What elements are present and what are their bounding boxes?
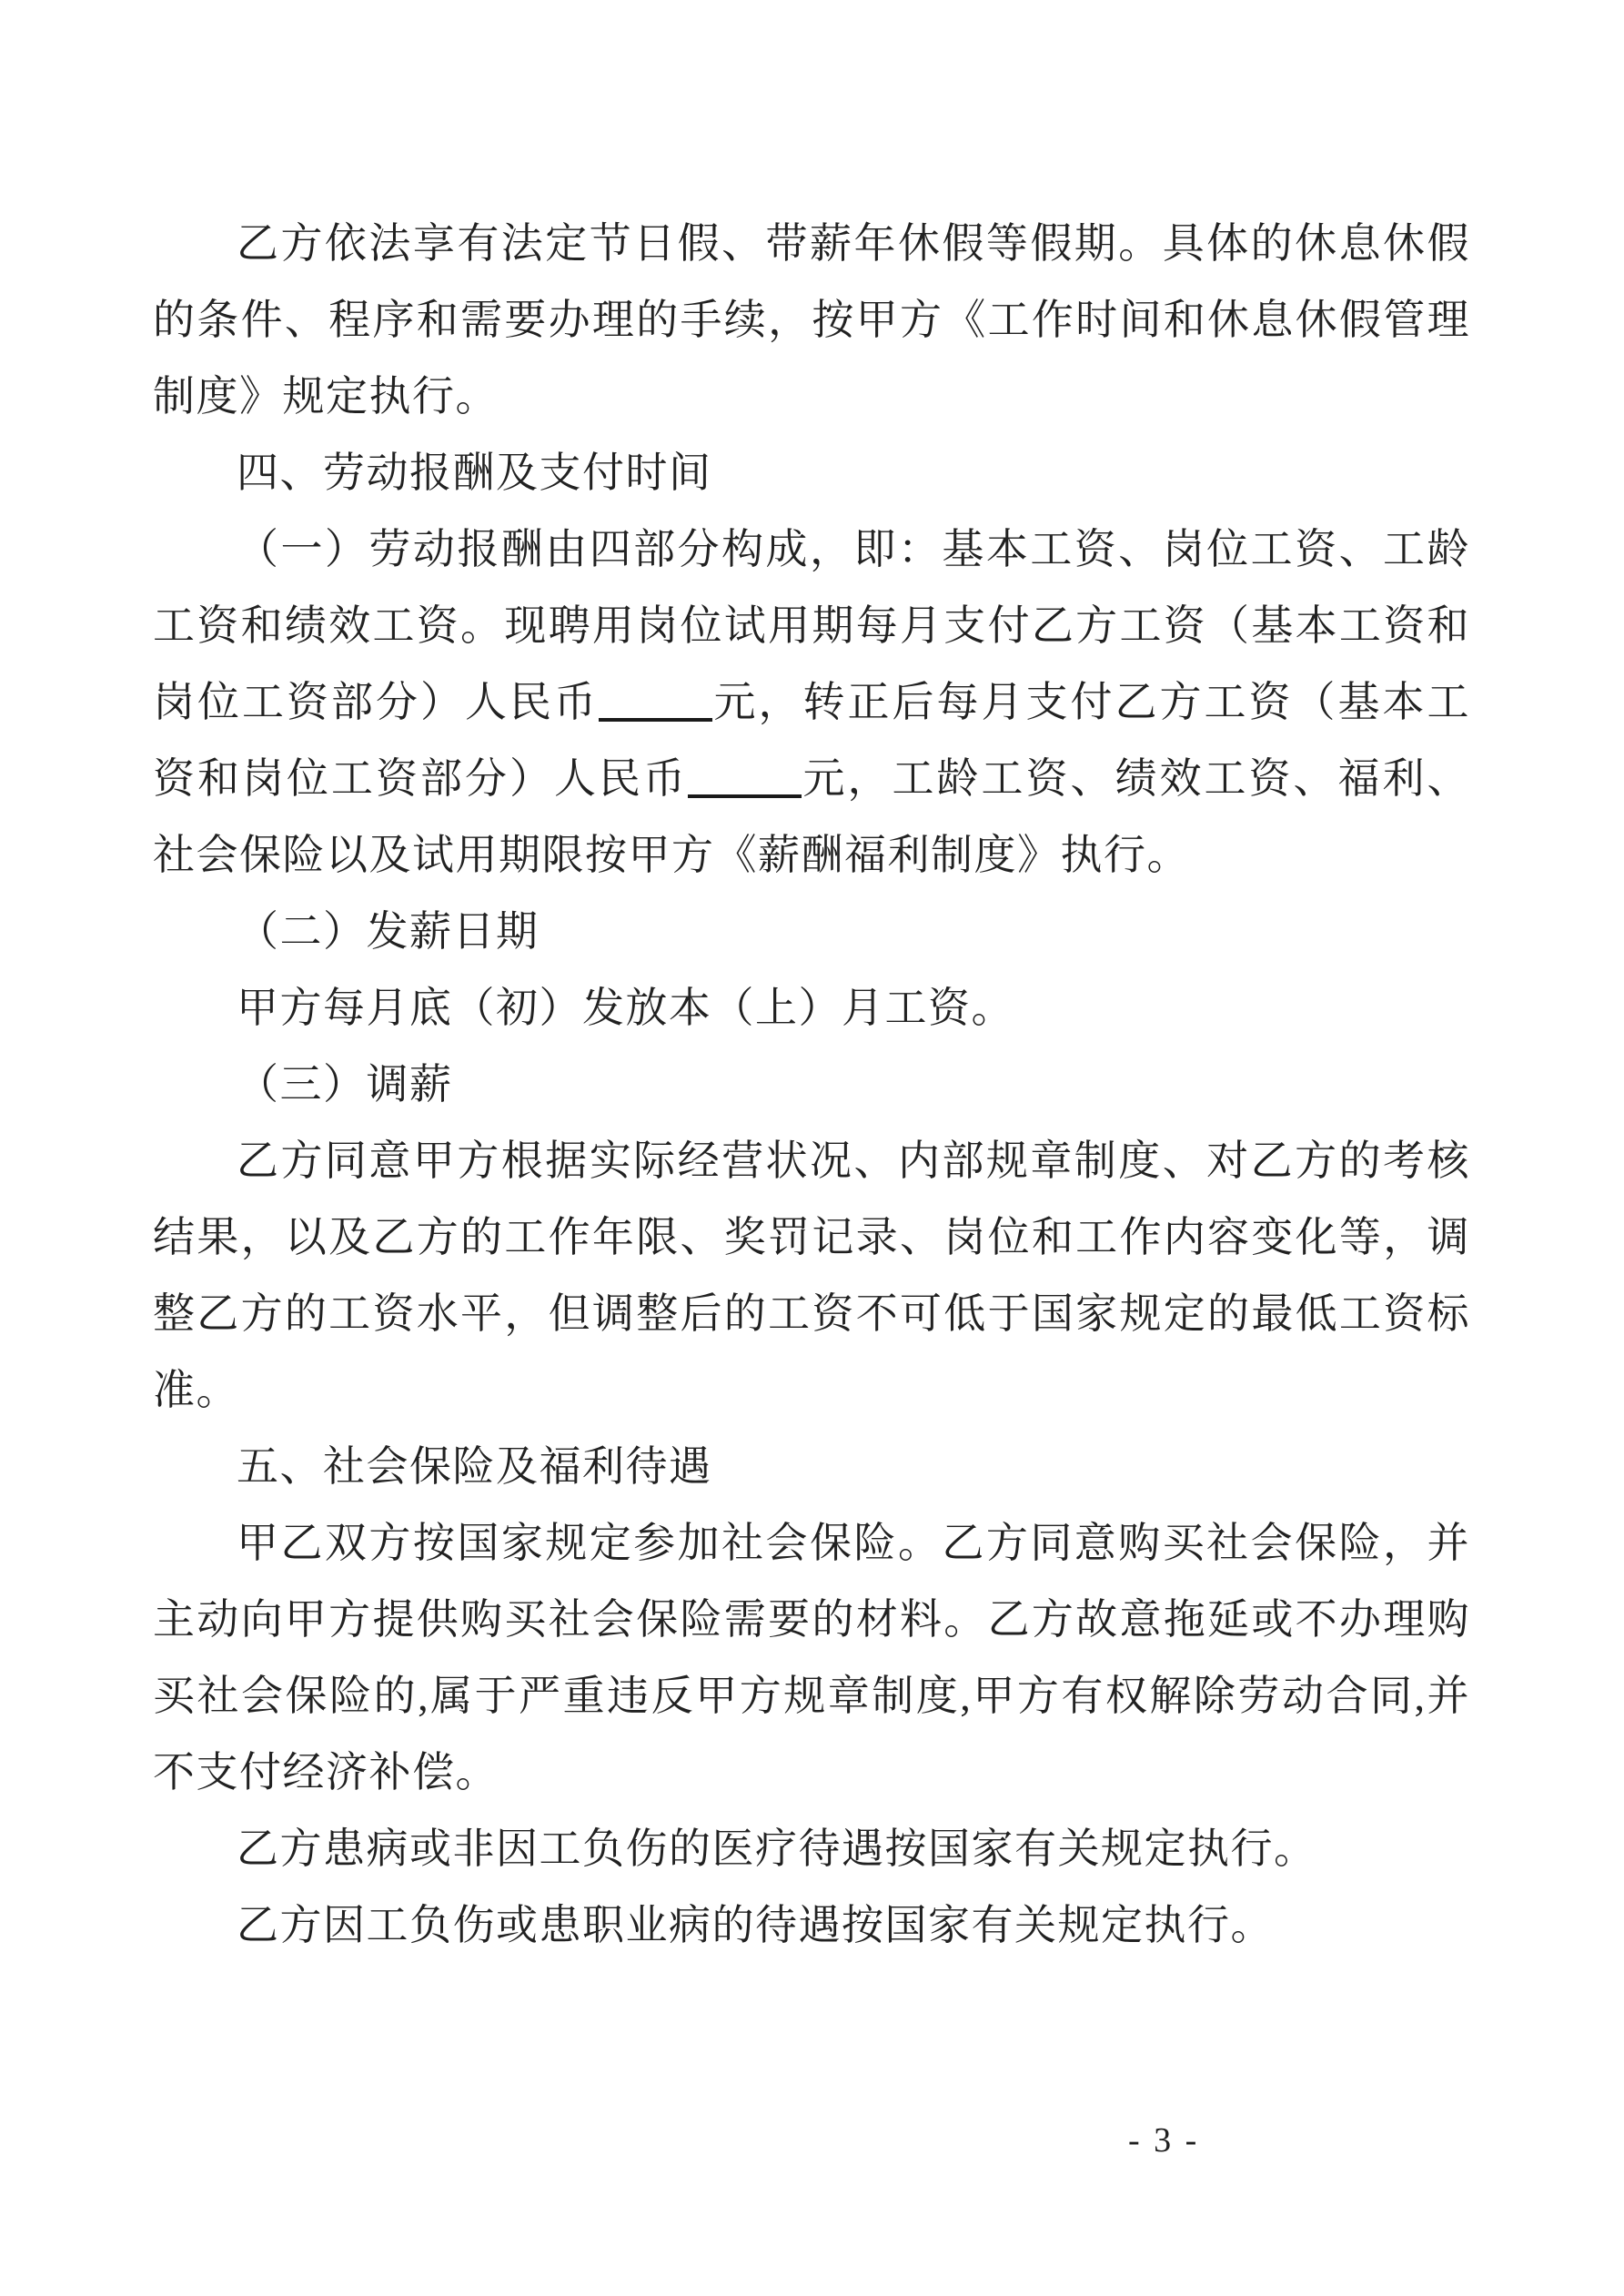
paragraph-text: （二）发薪日期	[237, 908, 540, 955]
paragraph-text: 乙方同意甲方根据实际经营状况、内部规章制度、对乙方的考核结果，以及乙方的工作年限、奖罚记录、岗位和工作内容变化等，调整乙方的工资水平，但调整后的工资不可低于国家规定的最低工资标准。	[153, 1138, 1470, 1413]
clause-4-1-pay-composition	[153, 511, 1470, 894]
paragraph-text: 乙方依法享有法定节日假、带薪年休假等假期。具体的休息休假的条件、程序和需要办理的手续，按甲方《工作时间和休息休假管理制度》规定执行。	[153, 220, 1470, 420]
paragraph-text: 乙方患病或非因工负伤的医疗待遇按国家有关规定执行。	[237, 1826, 1317, 1872]
blank-underline-field	[688, 758, 802, 798]
paragraph-text: （一）劳动报酬由四部分构成，即：基本工资、岗位工资、工龄工资和绩效工资。现聘用岗位试用期每月支付乙方工资（基本工资和岗位工资部分）人民币	[153, 526, 1470, 725]
clause-5-social-insurance	[153, 1505, 1470, 1811]
paragraph-text: （三）调薪	[237, 1061, 453, 1108]
clause-4-3-heading	[153, 1047, 1470, 1123]
clause-4-2-heading	[153, 894, 1470, 970]
paragraph-text: 甲方每月底（初）发放本（上）月工资。	[237, 985, 1014, 1031]
paragraph-text: 四、劳动报酬及支付时间	[237, 450, 712, 496]
paragraph-text: 甲乙双方按国家规定参加社会保险。乙方同意购买社会保险，并主动向甲方提供购买社会保险需要的材料。乙方故意拖延或不办理购买社会保险的,属于严重违反甲方规章制度,甲方有权解除劳动合同,并不支付经济补偿。	[153, 1520, 1470, 1795]
paragraph-text: 元，工龄工资、绩效工资、福利、社会保险以及试用期限按甲方《薪酬福利制度》执行。	[153, 755, 1470, 878]
section-4-heading	[153, 435, 1470, 511]
section-5-heading	[153, 1429, 1470, 1505]
contract-body	[153, 206, 1470, 1964]
clause-5-sick-non-work-injury	[153, 1811, 1470, 1887]
paragraph-text: 五、社会保险及福利待遇	[237, 1443, 712, 1490]
page-number: - 3 -	[1128, 2121, 1200, 2159]
blank-underline-field	[599, 682, 712, 722]
clause-rest-and-leave	[153, 206, 1470, 435]
paragraph-text: 乙方因工负伤或患职业病的待遇按国家有关规定执行。	[237, 1902, 1274, 1948]
clause-4-2-pay-date	[153, 970, 1470, 1047]
clause-4-3-salary-adjustment	[153, 1123, 1470, 1429]
paragraph-text: 元，转正后每月支付乙方工资（基本工资和岗位工资部分）人民币	[153, 679, 1470, 802]
clause-5-work-injury	[153, 1887, 1470, 1964]
